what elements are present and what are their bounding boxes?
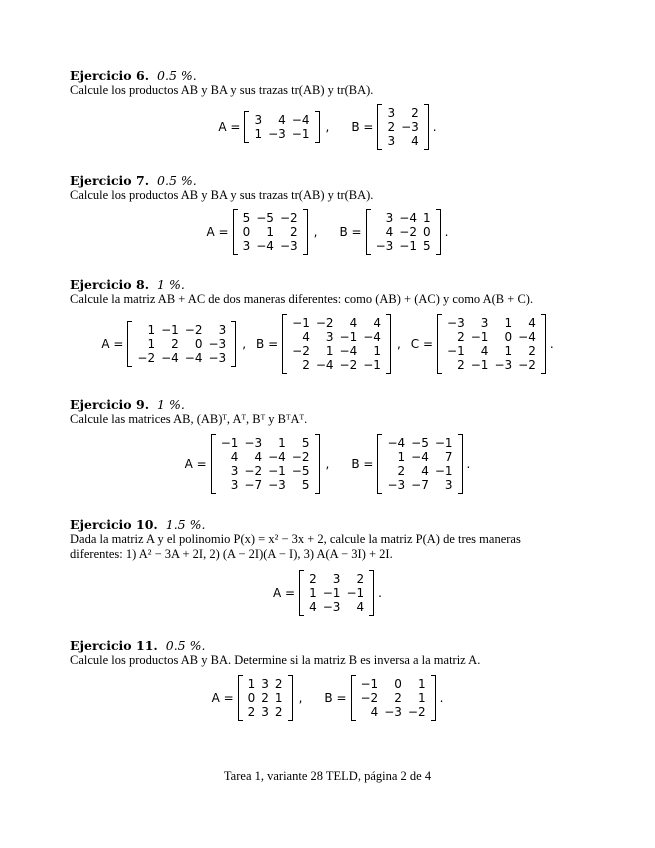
matrix-entry: −2	[137, 351, 156, 365]
left-bracket	[238, 675, 243, 721]
right-bracket	[315, 111, 320, 143]
matrix-entry: −1	[434, 436, 453, 450]
matrix-row	[240, 239, 301, 253]
matrix-row	[289, 330, 384, 344]
matrix-entries	[240, 211, 301, 253]
matrix-row	[444, 316, 539, 330]
matrix-entry: 2	[261, 691, 269, 705]
matrix-entry: 4	[421, 464, 429, 478]
left-bracket	[282, 314, 287, 374]
matrix-label: B =	[351, 120, 374, 134]
matrix-row	[240, 225, 301, 239]
comma: ,	[325, 457, 330, 471]
matrix-entry: 2	[397, 464, 406, 478]
matrix-label: B =	[256, 337, 279, 351]
exercise-10-statement-line-1: Dada la matriz A y el polinomio P(x) = x² − 3x + 2, calcule la matriz P(A) de tres maneras	[70, 532, 521, 546]
matrix-row	[306, 572, 367, 586]
matrix-entry: 2	[528, 344, 536, 358]
exercise-7-points: 0.5 %.	[157, 173, 197, 188]
matrix-entry: −3	[279, 239, 298, 253]
matrix-entry: −1	[434, 464, 453, 478]
left-bracket	[377, 434, 382, 494]
matrix-entry: 1	[504, 316, 513, 330]
matrix-entry: −3	[244, 436, 263, 450]
right-bracket	[231, 321, 236, 367]
matrix-entry: −3	[375, 239, 394, 253]
matrix-entry: 4	[385, 225, 394, 239]
matrix-entry: −2	[339, 358, 358, 372]
matrix-entry: −1	[363, 358, 381, 372]
matrix-entry: 4	[254, 450, 263, 464]
matrix-entry: −3	[384, 705, 402, 719]
matrix-entry: 1	[309, 586, 317, 600]
period: .	[439, 691, 444, 705]
matrix-entry: 3	[261, 705, 269, 719]
matrix-entry: −4	[518, 330, 536, 344]
matrix-entry: 0	[247, 691, 256, 705]
left-bracket	[377, 104, 382, 150]
matrix-row	[218, 436, 313, 450]
matrix-row	[384, 478, 455, 492]
left-bracket	[244, 111, 249, 143]
matrix-entry: −1	[291, 127, 310, 141]
matrix-entry: 0	[242, 225, 251, 239]
right-bracket	[369, 570, 374, 616]
matrix-entry: −1	[292, 316, 310, 330]
matrix-entry: 3	[385, 211, 394, 225]
matrix-label: A =	[206, 225, 229, 239]
matrix-row	[358, 705, 429, 719]
matrix-entry: 3	[332, 572, 341, 586]
exercise-9	[70, 397, 590, 427]
period: .	[466, 457, 471, 471]
matrix-row	[373, 239, 434, 253]
left-bracket	[233, 209, 238, 255]
matrix-row	[134, 337, 229, 351]
matrix-entries	[245, 677, 286, 719]
exercise-10-equation	[0, 570, 655, 616]
matrix-row	[245, 691, 286, 705]
matrix-entry: 5	[301, 436, 310, 450]
matrix-entry: 5	[423, 239, 431, 253]
matrix-row	[384, 134, 421, 148]
matrix-row	[289, 344, 384, 358]
matrix-label: C =	[410, 337, 434, 351]
exercise-8	[70, 277, 590, 307]
matrix-entry: 1	[266, 225, 274, 239]
matrix-row	[384, 106, 421, 120]
matrix-entry: −3	[268, 478, 286, 492]
matrix-entry: 3	[230, 464, 239, 478]
matrix-row	[251, 127, 312, 141]
matrix-A	[211, 434, 320, 494]
matrix-entries	[306, 572, 367, 614]
matrix-entries	[384, 436, 455, 492]
matrix-entries	[134, 323, 229, 365]
matrix-A	[233, 209, 308, 255]
left-bracket	[437, 314, 442, 374]
matrix-entry: −2	[407, 705, 426, 719]
matrix-entry: 1	[325, 344, 334, 358]
page-footer: Tarea 1, variante 28 TELD, página 2 de 4	[223, 769, 432, 783]
exercise-10-points: 1.5 %.	[165, 517, 206, 532]
matrix-entry: 3	[242, 239, 251, 253]
matrix-entry: 4	[230, 450, 239, 464]
matrix-entry: −2	[399, 225, 417, 239]
matrix-entry: −1	[268, 464, 286, 478]
matrix-entry: −4	[268, 450, 286, 464]
matrix-entry: 3	[261, 677, 269, 691]
left-bracket	[366, 209, 371, 255]
matrix-entry: 2	[274, 705, 283, 719]
left-bracket	[127, 321, 132, 367]
matrix-row	[218, 478, 313, 492]
matrix-entry: −5	[411, 436, 429, 450]
left-bracket	[211, 434, 216, 494]
matrix-entries	[358, 677, 429, 719]
matrix-entry: 3	[444, 478, 453, 492]
exercise-11-title: Ejercicio 11.	[70, 638, 158, 653]
matrix-entry: 1	[417, 691, 426, 705]
matrix-entry: 3	[480, 316, 489, 330]
matrix-entry: 3	[387, 134, 396, 148]
matrix-entry: −3	[401, 120, 419, 134]
matrix-entry: 2	[309, 572, 317, 586]
matrix-entries	[373, 211, 434, 253]
matrix-entry: −2	[291, 450, 310, 464]
matrix-label: B =	[339, 225, 362, 239]
exercise-8-title: Ejercicio 8.	[70, 277, 150, 292]
matrix-entry: 3	[230, 478, 239, 492]
matrix-entry: 2	[171, 337, 179, 351]
exercise-6-points: 0.5 %.	[157, 68, 197, 83]
matrix-entry: 2	[457, 358, 465, 372]
matrix-entry: −1	[322, 586, 341, 600]
matrix-row	[134, 323, 229, 337]
matrix-entry: −3	[268, 127, 286, 141]
matrix-label: B =	[351, 457, 374, 471]
matrix-row	[306, 586, 367, 600]
left-bracket	[299, 570, 304, 616]
matrix-entry: −2	[184, 323, 203, 337]
matrix-entry: 2	[457, 330, 465, 344]
matrix-entry: 1	[147, 323, 156, 337]
exercise-6-heading	[70, 68, 590, 83]
matrix-entry: 4	[480, 344, 489, 358]
matrix-entry: 2	[356, 572, 365, 586]
matrix-entry: −2	[244, 464, 263, 478]
matrix-entry: −1	[399, 239, 417, 253]
comma: ,	[396, 337, 401, 351]
matrix-entry: −2	[292, 344, 310, 358]
exercise-9-heading	[70, 397, 590, 412]
matrix-entry: 4	[356, 600, 365, 614]
matrix-row	[245, 677, 286, 691]
exercise-10-title: Ejercicio 10.	[70, 517, 158, 532]
exercise-11	[70, 638, 590, 668]
matrix-A	[299, 570, 374, 616]
period: .	[444, 225, 449, 239]
matrix-B	[377, 104, 428, 150]
right-bracket	[315, 434, 320, 494]
matrix-entry: 7	[444, 450, 453, 464]
left-bracket	[351, 675, 356, 721]
exercise-9-title: Ejercicio 9.	[70, 397, 150, 412]
matrix-A	[244, 111, 319, 143]
exercise-11-statement: Calcule los productos AB y BA. Determine si la matriz B es inversa a la matriz A.	[70, 653, 481, 667]
matrix-entry: −4	[363, 330, 381, 344]
matrix-entry: −3	[494, 358, 513, 372]
matrix-row	[358, 677, 429, 691]
matrix-entry: 0	[504, 330, 513, 344]
matrix-entry: 1	[274, 691, 283, 705]
matrix-entry: −1	[447, 344, 465, 358]
matrix-row	[384, 436, 455, 450]
matrix-entry: −2	[315, 316, 334, 330]
matrix-entry: 4	[302, 330, 310, 344]
matrix-entry: −7	[411, 478, 429, 492]
matrix-entry: 0	[394, 677, 402, 691]
matrix-entry: −4	[256, 239, 274, 253]
exercise-8-equation	[0, 314, 655, 374]
exercise-11-heading	[70, 638, 590, 653]
period: .	[432, 120, 437, 134]
matrix-label: A =	[211, 691, 234, 705]
matrix-entry: 4	[370, 705, 379, 719]
period: .	[549, 337, 554, 351]
matrix-entry: 2	[247, 705, 256, 719]
exercise-9-statement: Calcule las matrices AB, (AB)ᵀ, Aᵀ, Bᵀ y BᵀAᵀ.	[70, 412, 308, 426]
matrix-B	[377, 434, 462, 494]
matrix-label: A =	[184, 457, 207, 471]
matrix-entry: −2	[518, 358, 536, 372]
matrix-entry: 4	[528, 316, 536, 330]
right-bracket	[288, 675, 293, 721]
matrix-entry: 4	[309, 600, 317, 614]
right-bracket	[424, 104, 429, 150]
matrix-entry: −4	[399, 211, 417, 225]
matrix-entry: 2	[274, 677, 283, 691]
right-bracket	[541, 314, 546, 374]
matrix-entry: −4	[387, 436, 406, 450]
exercise-9-equation	[0, 434, 655, 494]
matrix-row	[384, 120, 421, 134]
matrix-entry: 1	[247, 677, 256, 691]
matrix-entry: 1	[397, 450, 406, 464]
exercise-8-statement: Calcule la matriz AB + AC de dos maneras diferentes: como (AB) + (AC) y como A(B + C).	[70, 292, 534, 306]
matrix-row	[134, 351, 229, 365]
exercise-11-points: 0.5 %.	[165, 638, 206, 653]
matrix-entry: −1	[220, 436, 239, 450]
matrix-entry: 5	[301, 478, 310, 492]
matrix-entry: −1	[346, 586, 365, 600]
matrix-entry: 3	[325, 330, 334, 344]
exercise-6	[70, 68, 590, 98]
exercise-7-title: Ejercicio 7.	[70, 173, 150, 188]
matrix-entry: 2	[290, 225, 298, 239]
matrix-entry: −2	[360, 691, 379, 705]
matrix-entry: 3	[218, 323, 227, 337]
matrix-entries	[251, 113, 312, 141]
matrix-label: B =	[324, 691, 347, 705]
matrix-row	[289, 316, 384, 330]
comma: ,	[242, 337, 247, 351]
matrix-B	[366, 209, 441, 255]
matrix-entries	[384, 106, 421, 148]
matrix-entry: −3	[447, 316, 465, 330]
matrix-entry: 4	[373, 316, 381, 330]
matrix-entry: 1	[278, 436, 286, 450]
matrix-entry: −2	[279, 211, 298, 225]
matrix-entry: −5	[256, 211, 274, 225]
matrix-entries	[218, 436, 313, 492]
matrix-entry: −4	[161, 351, 179, 365]
matrix-entry: −5	[291, 464, 310, 478]
matrix-row	[289, 358, 384, 372]
matrix-row	[444, 330, 539, 344]
matrix-entry: 1	[417, 677, 426, 691]
matrix-entry: 3	[254, 113, 263, 127]
matrix-entry: −3	[387, 478, 406, 492]
matrix-A	[238, 675, 293, 721]
exercise-7-heading	[70, 173, 590, 188]
matrix-row	[358, 691, 429, 705]
matrix-entry: 4	[278, 113, 286, 127]
matrix-row	[218, 464, 313, 478]
matrix-entry: 1	[373, 344, 381, 358]
right-bracket	[431, 675, 436, 721]
matrix-B	[282, 314, 391, 374]
matrix-entry: 0	[423, 225, 431, 239]
matrix-entry: −1	[339, 330, 358, 344]
matrix-entry: −1	[470, 330, 489, 344]
matrix-entries	[444, 316, 539, 372]
matrix-label: A =	[273, 586, 296, 600]
matrix-row	[384, 464, 455, 478]
comma: ,	[298, 691, 303, 705]
right-bracket	[386, 314, 391, 374]
matrix-entry: 0	[194, 337, 203, 351]
matrix-entry: −7	[244, 478, 263, 492]
matrix-row	[251, 113, 312, 127]
matrix-entry: −3	[208, 337, 227, 351]
exercise-7-statement: Calcule los productos AB y BA y sus trazas tr(AB) y tr(BA).	[70, 188, 374, 202]
matrix-entry: −4	[339, 344, 358, 358]
exercise-6-equation	[0, 104, 655, 150]
matrix-entry: −4	[315, 358, 334, 372]
matrix-entry: −1	[161, 323, 179, 337]
matrix-row	[373, 211, 434, 225]
matrix-entry: −1	[360, 677, 379, 691]
matrix-label: A =	[101, 337, 124, 351]
exercise-6-title: Ejercicio 6.	[70, 68, 150, 83]
exercise-10-statement-line-2: diferentes: 1) A² − 3A + 2I, 2) (A − 2I)(A − I), 3) A(A − 3I) + 2I.	[70, 547, 393, 561]
exercise-10-heading	[70, 517, 590, 532]
exercise-11-equation	[0, 675, 655, 721]
matrix-label: A =	[218, 120, 241, 134]
matrix-row	[444, 358, 539, 372]
matrix-entry: 1	[423, 211, 431, 225]
matrix-row	[218, 450, 313, 464]
exercise-8-points: 1 %.	[157, 277, 185, 292]
matrix-A	[127, 321, 236, 367]
matrix-entry: −3	[208, 351, 227, 365]
matrix-row	[240, 211, 301, 225]
exercise-10	[70, 517, 590, 562]
matrix-row	[444, 344, 539, 358]
matrix-entry: 1	[504, 344, 513, 358]
exercise-8-heading	[70, 277, 590, 292]
matrix-entry: 2	[411, 106, 419, 120]
matrix-entry: 4	[411, 134, 419, 148]
right-bracket	[458, 434, 463, 494]
comma: ,	[313, 225, 318, 239]
exercise-7-equation	[0, 209, 655, 255]
comma: ,	[325, 120, 330, 134]
exercise-6-statement: Calcule los productos AB y BA y sus trazas tr(AB) y tr(BA).	[70, 83, 374, 97]
matrix-row	[373, 225, 434, 239]
matrix-entry: 1	[254, 127, 263, 141]
right-bracket	[436, 209, 441, 255]
matrix-entry: 4	[349, 316, 358, 330]
matrix-row	[384, 450, 455, 464]
matrix-entry: −4	[411, 450, 429, 464]
matrix-entry: −4	[184, 351, 203, 365]
matrix-entry: 1	[147, 337, 156, 351]
matrix-entry: 2	[302, 358, 310, 372]
matrix-row	[306, 600, 367, 614]
matrix-entry: −1	[470, 358, 489, 372]
exercise-7	[70, 173, 590, 203]
matrix-entries	[289, 316, 384, 372]
matrix-C	[437, 314, 546, 374]
matrix-B	[351, 675, 436, 721]
exercise-9-points: 1 %.	[157, 397, 185, 412]
period: .	[378, 586, 382, 600]
matrix-entry: 2	[387, 120, 396, 134]
matrix-entry: 5	[242, 211, 251, 225]
matrix-entry: 2	[394, 691, 402, 705]
right-bracket	[303, 209, 308, 255]
matrix-entry: −3	[322, 600, 341, 614]
matrix-entry: 3	[387, 106, 396, 120]
matrix-row	[245, 705, 286, 719]
matrix-entry: −4	[291, 113, 310, 127]
